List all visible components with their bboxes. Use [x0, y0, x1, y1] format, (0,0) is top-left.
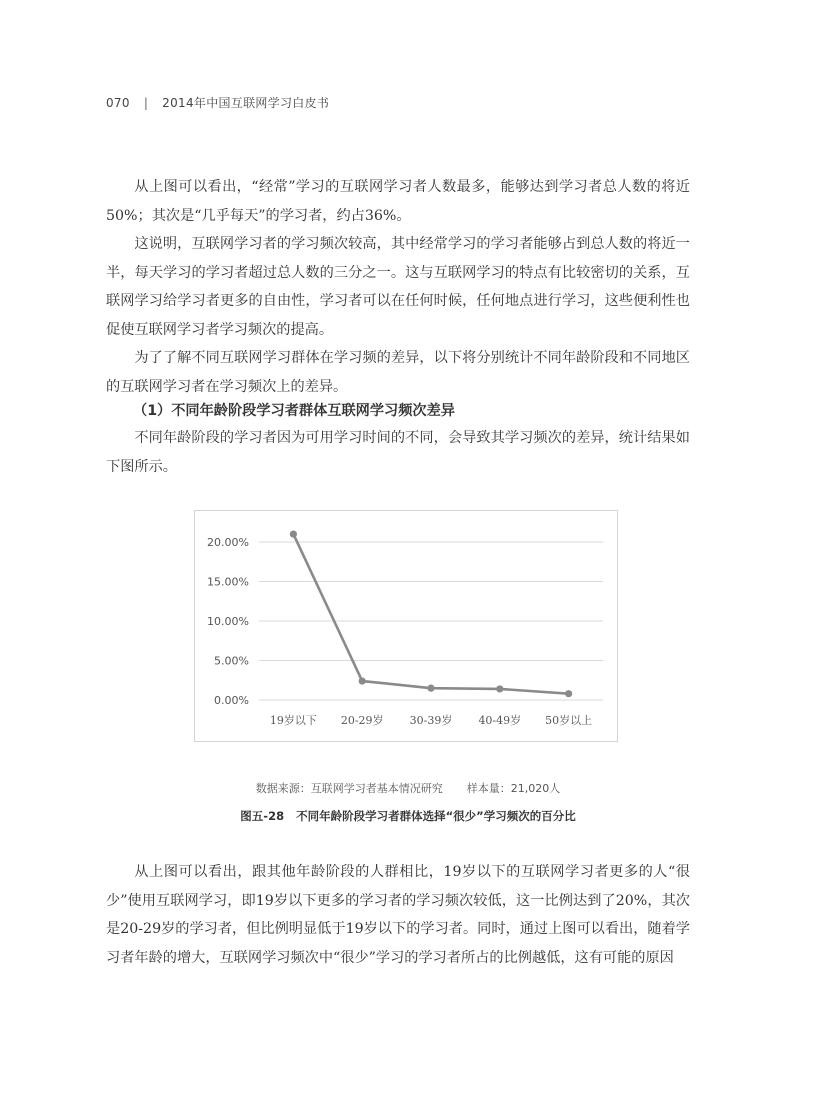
data-point	[290, 531, 297, 538]
figure-caption	[0, 808, 816, 824]
y-tick-label: 15.00%	[207, 575, 249, 589]
x-tick-label: 40-49岁	[478, 714, 522, 727]
page-number: 070	[106, 96, 130, 110]
data-point	[359, 677, 366, 684]
paragraph-1: 从上图可以看出，“经常”学习的互联网学习者人数最多，能够达到学习者总人数的将近50%；其次是“几乎每天”的学习者，约占36%。	[106, 179, 690, 224]
y-tick-label: 0.00%	[214, 694, 249, 707]
figure-number: 图五-28	[240, 809, 285, 823]
header-separator: |	[143, 96, 149, 110]
y-tick-label: 10.00%	[207, 615, 249, 628]
chart-canvas	[195, 511, 619, 743]
y-tick-label: 5.00%	[214, 654, 249, 668]
line-chart	[194, 510, 618, 742]
running-header	[106, 94, 329, 111]
paragraph-2: 这说明，互联网学习者的学习频次较高，其中经常学习的学习者能够占到总人数的将近一半，每天学习的学习者超过总人数的三分之一。这与互联网学习的特点有比较密切的关系，互联网学习给学习者更多的自由性，学习者可以在任何时候，任何地点进行学习，这些便利性也促使互联网学习者学习频次的提高。	[106, 236, 690, 338]
section-subheading: （1）不同年龄阶段学习者群体互联网学习频次差异	[133, 403, 455, 419]
y-tick-label: 20.00%	[207, 536, 249, 549]
paragraph-5: 从上图可以看出，跟其他年龄阶段的人群相比，19岁以下的互联网学习者更多的人“很少”使用互联网学习，即19岁以下更多的学习者的学习频次较低，这一比例达到了20%，其次是20-29岁的学习者，但比例明显低于19岁以下的学习者。同时，通过上图可以看出，随着学习者年龄的增大，互联网学习频次中“很少”学习的学习者所占的比例越低，这有可能的原因	[106, 864, 690, 966]
data-point	[565, 690, 572, 697]
paragraph-4: 不同年龄阶段的学习者因为可用学习时间的不同，会导致其学习频次的差异，统计结果如下图所示。	[106, 430, 690, 475]
data-source-text: 数据来源：互联网学习者基本情况研究	[255, 782, 443, 795]
x-tick-label: 50岁以上	[545, 714, 593, 727]
book-title: 2014年中国互联网学习白皮书	[162, 96, 330, 110]
paragraph-3: 为了了解不同互联网学习群体在学习频的差异，以下将分别统计不同年龄阶段和不同地区的互联网学习者在学习频次上的差异。	[106, 350, 690, 395]
sample-size-text: 样本量：21,020人	[466, 782, 561, 795]
x-tick-label: 19岁以下	[269, 714, 317, 727]
x-tick-label: 20-29岁	[340, 714, 384, 727]
figure-title: 不同年龄阶段学习者群体选择“很少”学习频次的百分比	[296, 809, 576, 823]
figure-source	[0, 780, 816, 796]
x-tick-label: 30-39岁	[409, 714, 453, 727]
data-point	[496, 685, 503, 692]
series-line	[293, 534, 568, 694]
data-point	[427, 685, 434, 692]
